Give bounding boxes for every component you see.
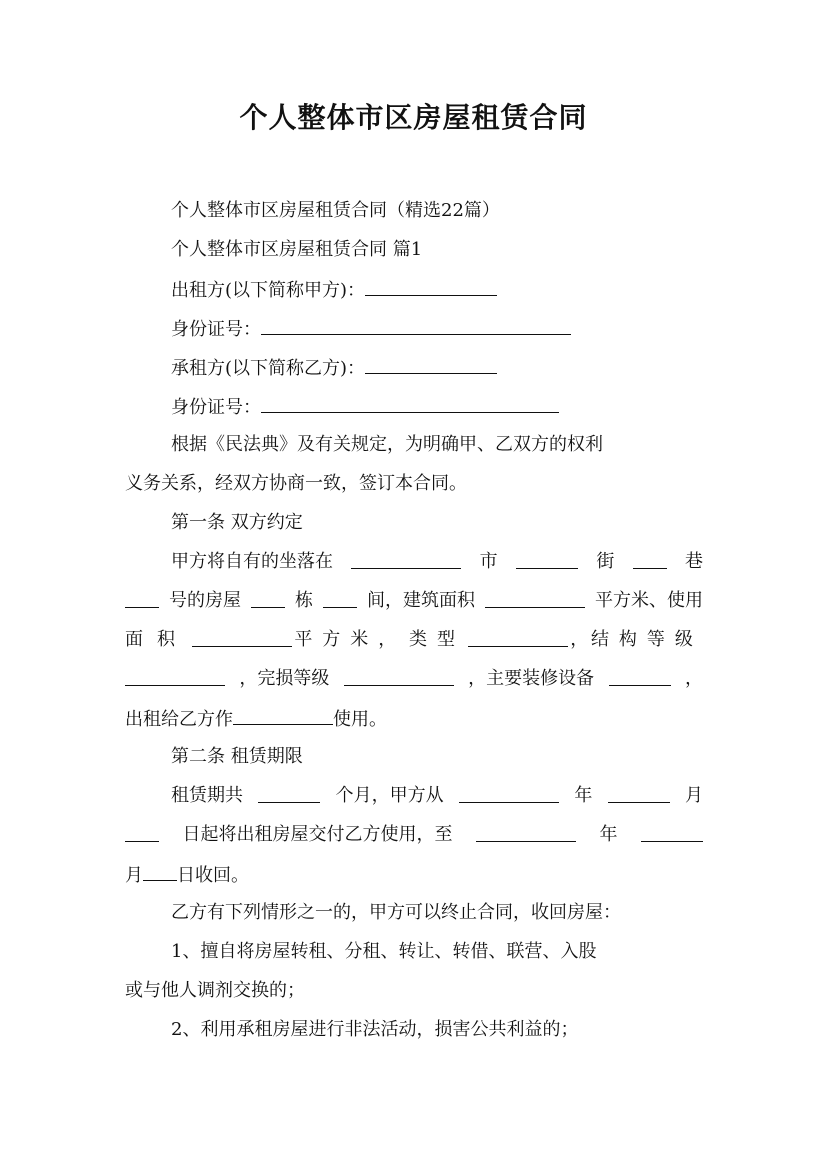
text-fragment: ，完损等级 — [239, 668, 330, 689]
text-fragment: ， — [570, 629, 589, 650]
section-heading: 个人整体市区房屋租赁合同 篇1 — [171, 239, 423, 260]
article-2-heading: 第二条 租赁期限 — [171, 746, 303, 767]
article-1-line-1 — [171, 549, 703, 575]
blank-field — [633, 549, 667, 569]
text-fragment: 日起将出租房屋交付乙方使用，至 — [182, 824, 453, 845]
lessee-label: 承租方(以下简称乙方)： — [171, 358, 366, 379]
blank-field — [323, 588, 357, 608]
blank-field — [233, 705, 333, 725]
blank-field — [476, 822, 576, 842]
subtitle-line: 个人整体市区房屋租赁合同（精选22篇） — [171, 200, 500, 221]
text-fragment: 平方米、使用 — [595, 590, 703, 611]
lessee-id-blank — [261, 393, 559, 413]
article-1-line-2 — [125, 588, 703, 614]
lessor-line — [171, 276, 703, 304]
lessee-line — [171, 354, 703, 382]
blank-field — [459, 783, 559, 803]
lessee-id-label: 身份证号： — [171, 397, 261, 418]
article-2-line-1 — [171, 783, 703, 809]
termination-intro: 乙方有下列情形之一的，甲方可以终止合同，收回房屋： — [171, 902, 621, 923]
article-2-line-3 — [125, 861, 703, 889]
blank-field — [125, 822, 159, 842]
intro-line-2: 义务关系，经双方协商一致，签订本合同。 — [125, 473, 467, 494]
blank-field — [344, 666, 454, 686]
blank-field — [258, 783, 320, 803]
blank-field — [485, 588, 585, 608]
text-fragment: 间，建筑面积 — [367, 590, 475, 611]
lessor-id-blank — [261, 315, 571, 335]
text-fragment: 栋 — [295, 590, 313, 611]
lessor-blank — [365, 276, 497, 296]
document-title: 个人整体市区房屋租赁合同 — [239, 101, 588, 134]
lessor-id-line — [171, 315, 703, 343]
intro-line-1: 根据《民法典》及有关规定，为明确甲、乙双方的权利 — [171, 434, 603, 455]
text-fragment: 市 — [479, 551, 498, 572]
blank-field — [641, 822, 703, 842]
text-fragment: ，主要装修设备 — [468, 668, 595, 689]
lessee-blank — [365, 354, 497, 374]
text-fragment: 巷 — [684, 551, 703, 572]
text-fragment: 平方米， — [294, 629, 407, 650]
text-fragment: ， — [684, 668, 703, 689]
blank-field — [516, 549, 578, 569]
lessor-id-label: 身份证号： — [171, 319, 261, 340]
text-fragment: 月 — [684, 785, 703, 806]
text-fragment: 街 — [596, 551, 615, 572]
lessee-id-line — [171, 393, 703, 421]
clause-2: 2、利用承租房屋进行非法活动，损害公共利益的； — [171, 1019, 579, 1040]
blank-field — [192, 627, 292, 647]
text-fragment: 出租给乙方作 — [125, 709, 233, 730]
blank-field — [125, 588, 159, 608]
text-fragment: 个月，甲方从 — [335, 785, 444, 806]
clause-1-line-2: 或与他人调剂交换的； — [125, 980, 305, 1001]
text-fragment: 年 — [574, 785, 593, 806]
text-fragment: 结构等级 — [590, 629, 703, 650]
blank-field — [468, 627, 568, 647]
text-fragment: 类型 — [408, 629, 465, 650]
article-1-line-3 — [125, 627, 703, 653]
blank-field — [143, 861, 177, 881]
text-fragment: 租赁期共 — [171, 785, 243, 806]
lessor-label: 出租方(以下简称甲方)： — [171, 280, 366, 301]
text-fragment: 号的房屋 — [169, 590, 241, 611]
text-fragment: 年 — [599, 824, 618, 845]
clause-1-line-1: 1、擅自将房屋转租、分租、转让、转借、联营、入股 — [171, 941, 597, 962]
text-fragment: 月 — [125, 865, 143, 886]
blank-field — [125, 666, 225, 686]
article-1-line-4 — [125, 666, 703, 692]
blank-field — [251, 588, 285, 608]
article-1-heading: 第一条 双方约定 — [171, 512, 303, 533]
text-fragment: 日收回。 — [177, 865, 249, 886]
text-fragment: 面积 — [125, 629, 189, 650]
blank-field — [609, 666, 671, 686]
article-2-line-2 — [125, 822, 703, 848]
blank-field — [351, 549, 461, 569]
text-fragment: 甲方将自有的坐落在 — [171, 551, 333, 572]
text-fragment: 使用。 — [333, 709, 387, 730]
article-1-line-5 — [125, 705, 703, 733]
blank-field — [608, 783, 670, 803]
